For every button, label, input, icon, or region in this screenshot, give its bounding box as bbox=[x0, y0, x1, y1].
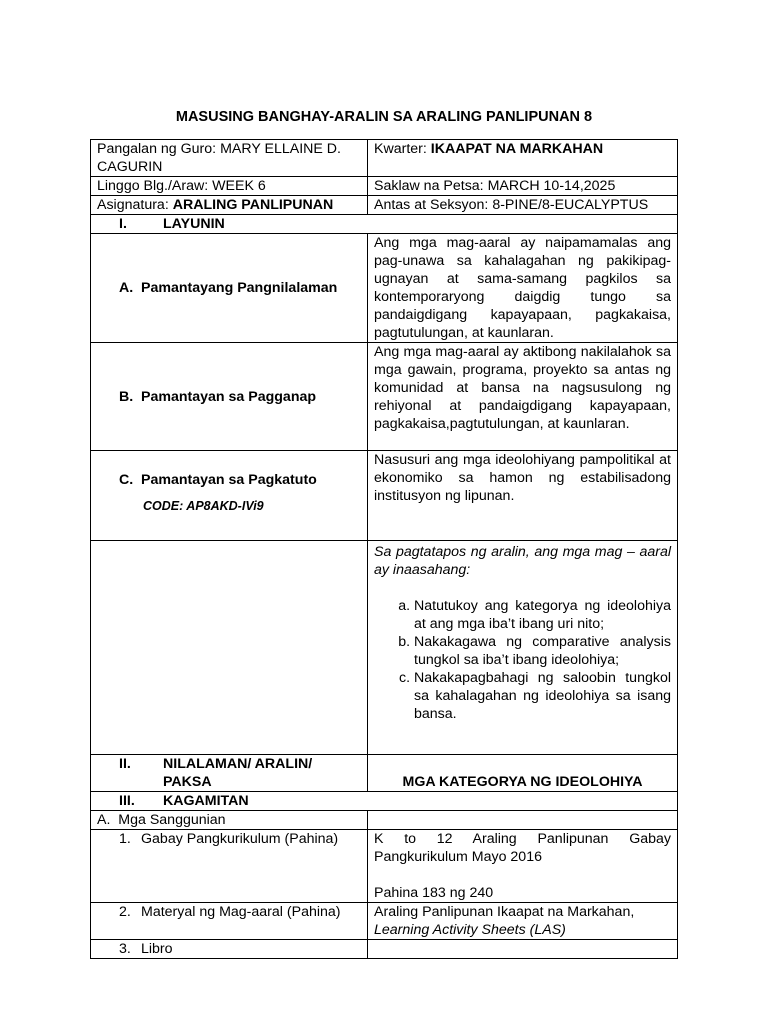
gabay-reference: K to 12 Araling Panlipunan Gabay Pangkurikulum Mayo 2016 bbox=[374, 831, 671, 865]
item-letter: A. bbox=[119, 280, 134, 296]
item-number: 3. bbox=[119, 941, 131, 957]
cell-seksyon bbox=[368, 196, 678, 215]
objective-item: c. Nakakapagbahagi ng saloobin tungkol sa kahalagahan ng ideolohiya sa isang bansa. bbox=[414, 669, 671, 723]
linggo-label: Linggo Blg./Araw: bbox=[97, 178, 209, 194]
cell-a-label bbox=[91, 234, 368, 343]
row-layunin-heading bbox=[91, 215, 678, 234]
cell-c-text: Nasusuri ang mga ideolohiyang pampolitikal at ekonomiko sa hamon ng estabilisadong institusyon ng lipunan. bbox=[368, 451, 678, 541]
cell-gabay-value bbox=[368, 830, 678, 903]
topic-title: MGA KATEGORYA NG IDEOLOHIYA bbox=[402, 774, 643, 790]
guro-label: Pangalan ng Guro: bbox=[97, 141, 217, 157]
section-number: II. bbox=[119, 756, 131, 772]
cell-libro-value bbox=[368, 940, 678, 959]
row-sanggunian bbox=[91, 811, 678, 830]
objective-item: a. Natutukoy ang kategorya ng ideolohiya at ang mga iba’t ibang uri nito; bbox=[414, 597, 671, 633]
row-nilalaman bbox=[91, 755, 678, 792]
asignatura-value: ARALING PANLIPUNAN bbox=[172, 197, 334, 213]
materyal-reference: Araling Panlipunan Ikaapat na Markahan, bbox=[374, 904, 635, 920]
cell-gabay-label bbox=[91, 830, 368, 903]
row-asignatura bbox=[91, 196, 678, 215]
cell-a-text: Ang mga mag-aaral ay naipamamalas ang pag-unawa sa kahalagahan ng pakikipag-ugnayan at sama-samang pagkilos sa kontemporaryong daigdig tungo sa pandaigdigang kapayapaan, pagkakaisa, pagtutulungan, at kaunlaran. bbox=[368, 234, 678, 343]
cell-kagamitan-heading bbox=[91, 792, 678, 811]
section-heading: KAGAMITAN bbox=[163, 793, 249, 809]
row-pamantayang-pangnilalaman bbox=[91, 234, 678, 343]
cell-c-label bbox=[91, 451, 368, 541]
section-number: I. bbox=[119, 216, 127, 232]
section-number: III. bbox=[119, 793, 135, 809]
row-pamantayan-pagkatuto bbox=[91, 451, 678, 541]
cell-kwarter bbox=[368, 140, 678, 177]
cell-asignatura bbox=[91, 196, 368, 215]
guro-value: MARY ELLAINE D. CAGURIN bbox=[97, 141, 341, 175]
cell-nilalaman-value bbox=[368, 755, 678, 792]
objectives-list bbox=[374, 597, 671, 723]
cell-guro bbox=[91, 140, 368, 177]
item-label: Pamantayang Pangnilalaman bbox=[141, 280, 338, 296]
item-number: 2. bbox=[119, 904, 131, 920]
seksyon-value: 8-PINE/8-EUCALYPTUS bbox=[492, 197, 649, 213]
row-materyal bbox=[91, 903, 678, 940]
row-objectives bbox=[91, 541, 678, 755]
cell-sanggunian-label: A. Mga Sanggunian bbox=[91, 811, 368, 830]
c-heading bbox=[97, 471, 361, 489]
section-heading: LAYUNIN bbox=[163, 216, 225, 232]
item-label: Libro bbox=[141, 941, 173, 957]
cell-objectives bbox=[368, 541, 678, 755]
item-label: Materyal ng Mag-aaral (Pahina) bbox=[141, 904, 341, 920]
linggo-value: WEEK 6 bbox=[212, 178, 266, 194]
item-letter: B. bbox=[119, 388, 134, 405]
petsa-value: MARCH 10-14,2025 bbox=[487, 178, 616, 194]
item-label: Pamantayan sa Pagkatuto bbox=[141, 472, 317, 488]
row-linggo bbox=[91, 177, 678, 196]
gabay-pages: Pahina 183 ng 240 bbox=[374, 885, 494, 901]
cell-materyal-value bbox=[368, 903, 678, 940]
row-pamantayan-pagganap bbox=[91, 343, 678, 451]
cell-b-label bbox=[91, 343, 368, 451]
cell-nilalaman-label bbox=[91, 755, 368, 792]
row-libro bbox=[91, 940, 678, 959]
objectives-intro: Sa pagtatapos ng aralin, ang mga mag – aaral ay inaasahang: bbox=[374, 544, 671, 578]
kwarter-label: Kwarter: bbox=[374, 141, 427, 157]
item-label: Pamantayan sa Pagganap bbox=[141, 388, 317, 405]
cell-materyal-label bbox=[91, 903, 368, 940]
row-guro bbox=[91, 140, 678, 177]
row-kagamitan-heading bbox=[91, 792, 678, 811]
lesson-plan-table bbox=[90, 139, 678, 959]
cell-layunin-heading bbox=[91, 215, 678, 234]
cell-libro-label bbox=[91, 940, 368, 959]
cell-sanggunian-value bbox=[368, 811, 678, 830]
petsa-label: Saklaw na Petsa: bbox=[374, 178, 484, 194]
section-heading: NILALAMAN/ ARALIN/ PAKSA bbox=[163, 756, 313, 790]
objective-item: b. Nakakagawa ng comparative analysis tungkol sa iba’t ibang ideolohiya; bbox=[414, 633, 671, 669]
document-title: MASUSING BANGHAY-ARALIN SA ARALING PANLIPUNAN 8 bbox=[175, 109, 593, 125]
competency-code: CODE: AP8AKD-IVi9 bbox=[143, 499, 264, 513]
cell-objectives-empty bbox=[91, 541, 368, 755]
item-letter: C. bbox=[119, 472, 134, 488]
item-label: Gabay Pangkurikulum (Pahina) bbox=[141, 831, 339, 847]
asignatura-label: Asignatura: bbox=[97, 197, 169, 213]
seksyon-label: Antas at Seksyon: bbox=[374, 197, 489, 213]
cell-petsa bbox=[368, 177, 678, 196]
cell-linggo bbox=[91, 177, 368, 196]
materyal-las: Learning Activity Sheets (LAS) bbox=[374, 922, 566, 938]
kwarter-value: IKAAPAT NA MARKAHAN bbox=[430, 141, 604, 157]
cell-b-text: Ang mga mag-aaral ay aktibong nakilalahok sa mga gawain, programa, proyekto sa antas ng komunidad at bansa na nagsusulong ng rehiyonal at pandaigdigang kapayapaan, pagkakaisa,pagtutulungan, at kaunlaran. bbox=[368, 343, 678, 451]
item-number: 1. bbox=[119, 831, 131, 847]
row-gabay bbox=[91, 830, 678, 903]
